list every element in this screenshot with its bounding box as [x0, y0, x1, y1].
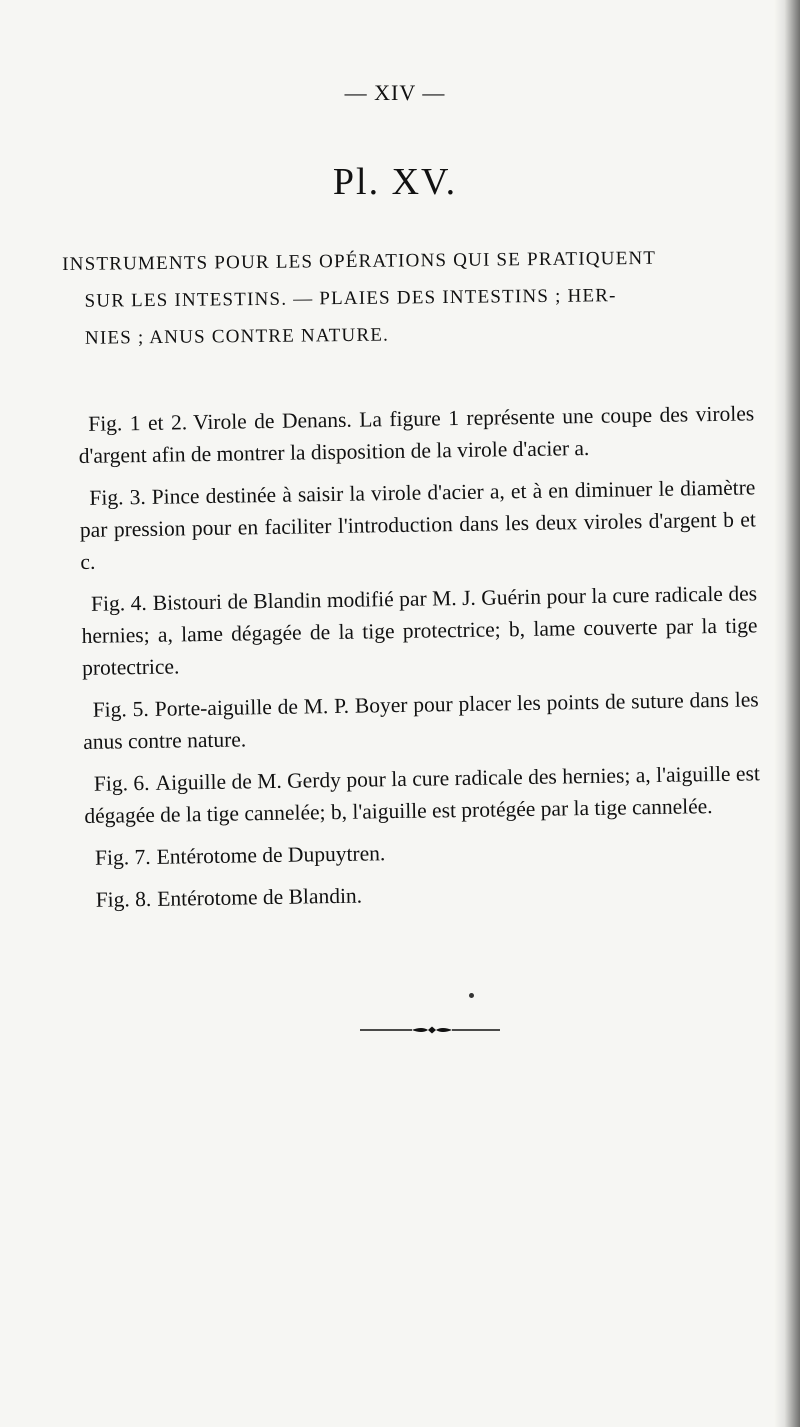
figure-label: Fig. 8. — [95, 886, 152, 912]
figure-text: Entérotome de Dupuytren. — [156, 841, 386, 869]
ornament-right-swell — [436, 1028, 452, 1032]
page-edge-shadow — [774, 0, 800, 1427]
figure-entry-5 — [82, 683, 759, 758]
figure-entry-3 — [79, 471, 756, 578]
figure-text: Virole de Denans. La figure 1 représente une coupe des viroles d'argent afin de montrer la disposition de la virole d'acier a. — [78, 401, 755, 468]
figure-text: Pince destinée à saisir la virole d'acier a, et à en diminuer le diamètre par pression pour en faciliter l'introduction dans les deux viroles d'argent b et c. — [79, 475, 757, 574]
figure-label: Fig. 7. — [94, 844, 151, 870]
plate-title: Pl. XV. — [332, 161, 458, 203]
figure-text: Porte-aiguille de M. P. Boyer pour placer les points de suture dans les anus contre nature. — [83, 687, 759, 754]
figure-descriptions — [78, 397, 762, 926]
figure-label: Fig. 1 et 2. — [88, 410, 188, 436]
end-ornament-rule — [360, 1018, 500, 1042]
figure-label: Fig. 4. — [90, 590, 147, 616]
figure-entry-8 — [85, 873, 761, 916]
figure-text: Entérotome de Blandin. — [157, 883, 363, 911]
ornament-center-diamond — [428, 1027, 436, 1034]
figure-text: Bistouri de Blandin modifié par M. J. Guérin pour la cure radicale des hernies; a, lame dégagée de la tige protectrice; b, lame couverte par la tige protectrice. — [81, 581, 758, 680]
heading-line: NIES ; ANUS CONTRE NATURE. — [84, 324, 390, 349]
figure-entry-4 — [81, 577, 758, 684]
ornament-left-swell — [412, 1028, 428, 1032]
page-number: — XIV — — [344, 80, 446, 105]
section-heading — [62, 239, 743, 357]
figure-label: Fig. 3. — [89, 484, 146, 510]
figure-label: Fig. 5. — [92, 696, 149, 722]
figure-entry-1-2 — [78, 397, 755, 472]
print-dot-mark — [469, 993, 474, 998]
figure-entry-7 — [85, 831, 761, 874]
figure-entry-6 — [84, 757, 761, 832]
figure-label: Fig. 6. — [93, 770, 150, 796]
heading-line: INSTRUMENTS POUR LES OPÉRATIONS QUI SE PRATIQUENT — [62, 247, 657, 275]
heading-line: SUR LES INTESTINS. — PLAIES DES INTESTINS ; HER- — [84, 285, 617, 312]
figure-text: Aiguille de M. Gerdy pour la cure radicale des hernies; a, l'aiguille est dégagée de la tige cannelée; b, l'aiguille est protégée par la tige cannelée. — [84, 761, 761, 828]
